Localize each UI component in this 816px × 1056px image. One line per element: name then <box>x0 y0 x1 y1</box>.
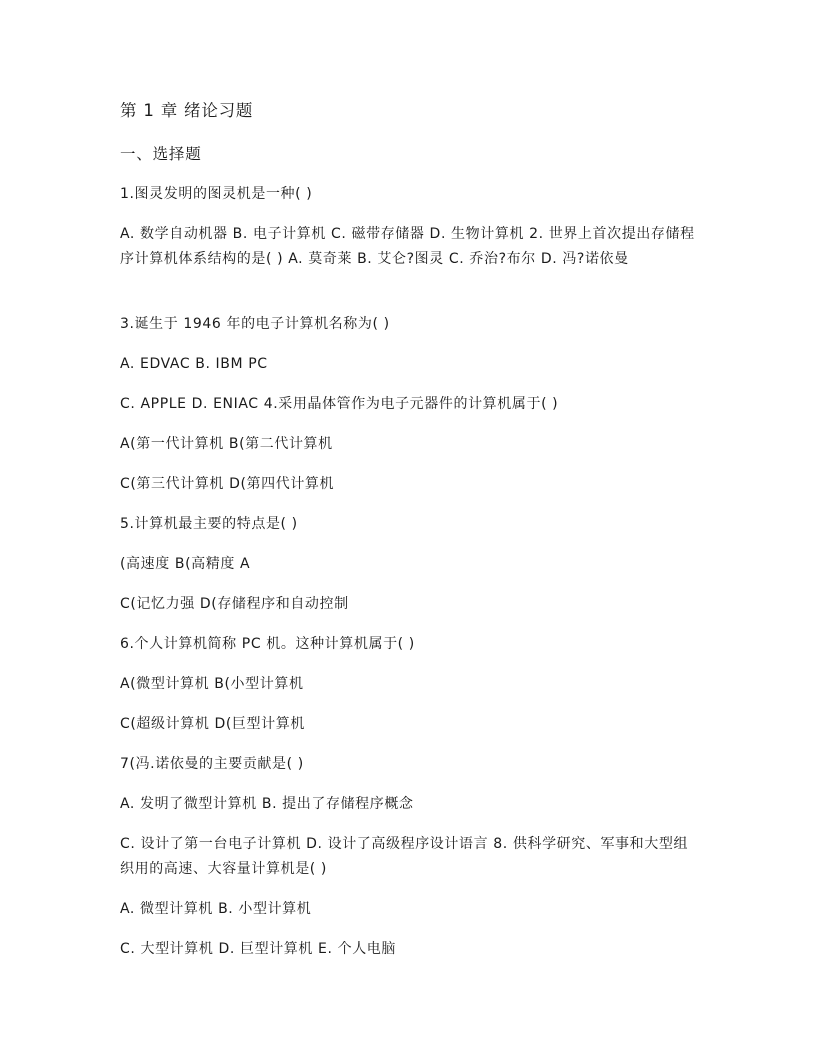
question-8-options-cde: C. 大型计算机 D. 巨型计算机 E. 个人电脑 <box>120 941 397 957</box>
question-1-options-question-2: A. 数学自动机器 B. 电子计算机 C. 磁带存储器 D. 生物计算机 2. 世界上首次提出存储程序计算机体系结构的是( ) A. 莫奇莱 B. 艾仑?图灵 C. 乔治?布尔 D. 冯?诺依曼 <box>120 226 695 267</box>
question-1: 1.图灵发明的图灵机是一种( ) <box>120 186 313 202</box>
question-6-options-cd: C(超级计算机 D(巨型计算机 <box>120 716 305 732</box>
question-7: 7(冯.诺依曼的主要贡献是( ) <box>120 756 304 772</box>
question-5: 5.计算机最主要的特点是( ) <box>120 516 298 532</box>
question-5-options-cd: C(记忆力强 D(存储程序和自动控制 <box>120 596 349 612</box>
question-5-options-ab: (高速度 B(高精度 A <box>120 556 251 572</box>
chapter-title: 第 1 章 绪论习题 <box>120 101 254 120</box>
question-3-options-ab: A. EDVAC B. IBM PC <box>120 356 268 372</box>
question-7-options-ab: A. 发明了微型计算机 B. 提出了存储程序概念 <box>120 796 414 812</box>
question-6: 6.个人计算机简称 PC 机。这种计算机属于( ) <box>120 636 415 652</box>
question-4-options-cd: C(第三代计算机 D(第四代计算机 <box>120 476 335 492</box>
section-heading: 一、选择题 <box>120 145 202 163</box>
question-7-options-cd-question-8: C. 设计了第一台电子计算机 D. 设计了高级程序设计语言 8. 供科学研究、军事和大型组织用的高速、大容量计算机是( ) <box>120 836 689 877</box>
question-8-options-ab: A. 微型计算机 B. 小型计算机 <box>120 901 312 917</box>
question-3-options-cd-question-4: C. APPLE D. ENIAC 4.采用晶体管作为电子元器件的计算机属于( ) <box>120 396 559 412</box>
question-3: 3.诞生于 1946 年的电子计算机名称为( ) <box>120 316 390 332</box>
question-6-options-ab: A(微型计算机 B(小型计算机 <box>120 676 304 692</box>
question-4-options-ab: A(第一代计算机 B(第二代计算机 <box>120 436 333 452</box>
